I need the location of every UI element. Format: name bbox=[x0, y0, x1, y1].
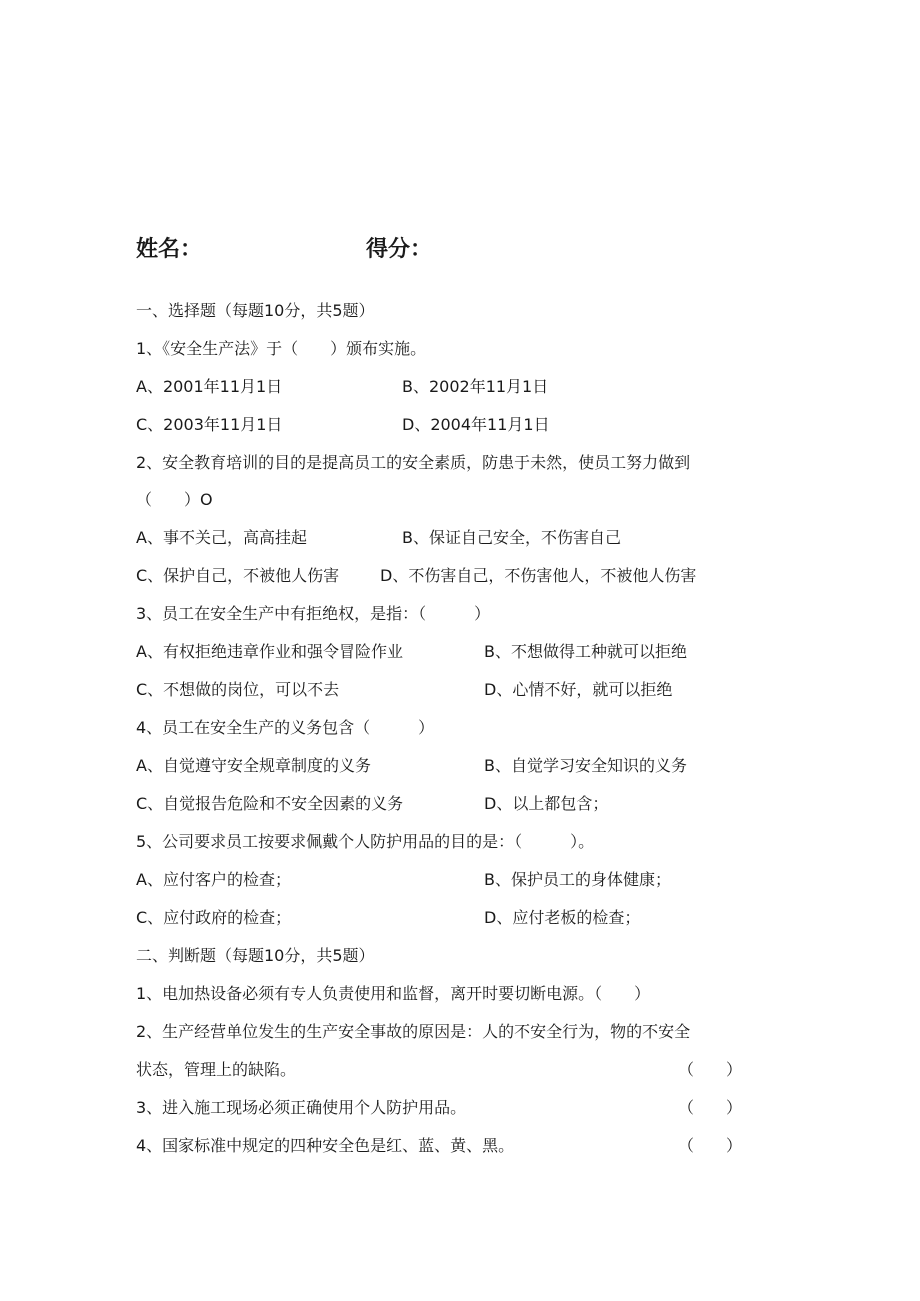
j3-answer-mark: （ ） bbox=[678, 1098, 743, 1117]
q4-option-b: B、自觉学习安全知识的义务 bbox=[484, 756, 687, 775]
q3-stem: 3、员工在安全生产中有拒绝权，是指：（ ） bbox=[136, 604, 491, 623]
q5-option-d: D、应付老板的检查； bbox=[484, 908, 641, 927]
j4-answer-mark: （ ） bbox=[678, 1136, 743, 1155]
q4-option-a: A、自觉遵守安全规章制度的义务 bbox=[136, 756, 371, 775]
q1-option-c: C、2003年11月1日 bbox=[136, 415, 283, 434]
section2-title: 二、判断题（每题10分，共5题） bbox=[136, 946, 375, 965]
q5-option-c: C、应付政府的检查； bbox=[136, 908, 292, 927]
q2-stem: 2、安全教育培训的目的是提高员工的安全素质，防患于未然，使员工努力做到 bbox=[136, 453, 691, 472]
q1-option-a: A、2001年11月1日 bbox=[136, 377, 283, 396]
q1-option-d: D、2004年11月1日 bbox=[402, 415, 550, 434]
j4-statement: 4、国家标准中规定的四种安全色是红、蓝、黄、黑。 bbox=[136, 1136, 515, 1155]
score-label: 得分： bbox=[366, 237, 433, 262]
j3-statement: 3、进入施工现场必须正确使用个人防护用品。 bbox=[136, 1098, 467, 1117]
q4-option-d: D、以上都包含； bbox=[484, 794, 609, 813]
j2-statement-cont: 状态，管理上的缺陷。 bbox=[136, 1060, 297, 1079]
q4-option-c: C、自觉报告危险和不安全因素的义务 bbox=[136, 794, 404, 813]
q2-option-d: D、不伤害自己，不伤害他人，不被他人伤害 bbox=[380, 566, 697, 585]
q4-stem: 4、员工在安全生产的义务包含（ ） bbox=[136, 718, 435, 737]
q5-stem: 5、公司要求员工按要求佩戴个人防护用品的目的是：（ ）。 bbox=[136, 832, 595, 851]
q2-option-a: A、事不关己，高高挂起 bbox=[136, 528, 307, 547]
q2-option-c: C、保护自己，不被他人伤害 bbox=[136, 566, 340, 585]
q1-stem: 1、《安全生产法》于（ ）颁布实施。 bbox=[136, 339, 427, 358]
q3-option-d: D、心情不好，就可以拒绝 bbox=[484, 680, 673, 699]
q3-option-b: B、不想做得工种就可以拒绝 bbox=[484, 642, 687, 661]
q3-option-a: A、有权拒绝违章作业和强令冒险作业 bbox=[136, 642, 403, 661]
section1-title: 一、选择题（每题10分，共5题） bbox=[136, 301, 375, 320]
j2-statement: 2、生产经营单位发生的生产安全事故的原因是：人的不安全行为，物的不安全 bbox=[136, 1022, 691, 1041]
name-label: 姓名： bbox=[136, 237, 203, 262]
q1-option-b: B、2002年11月1日 bbox=[402, 377, 549, 396]
q3-option-c: C、不想做的岗位，可以不去 bbox=[136, 680, 340, 699]
q2-option-b: B、保证自己安全，不伤害自己 bbox=[402, 528, 621, 547]
q5-option-b: B、保护员工的身体健康； bbox=[484, 870, 671, 889]
q2-stem-cont: （ ）O bbox=[136, 490, 213, 509]
j1-statement: 1、电加热设备必须有专人负责使用和监督，离开时要切断电源。（ ） bbox=[136, 984, 651, 1003]
j2-answer-mark: （ ） bbox=[678, 1060, 743, 1079]
q5-option-a: A、应付客户的检查； bbox=[136, 870, 291, 889]
